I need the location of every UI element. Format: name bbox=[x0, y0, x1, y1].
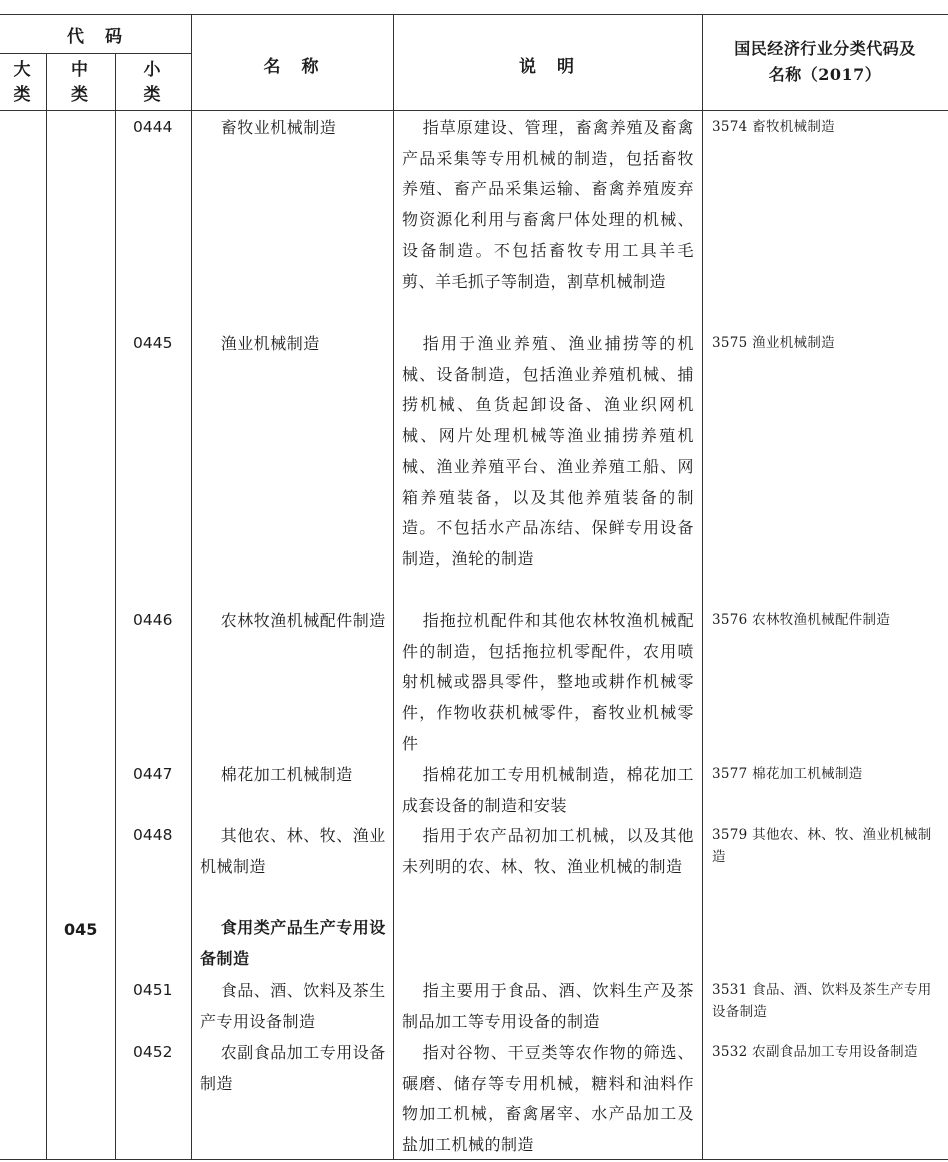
row-code-0451: 0451 bbox=[133, 981, 173, 999]
header-major-char-1: 大 bbox=[13, 60, 33, 80]
code-group-divider bbox=[0, 53, 191, 54]
col-divider-minor bbox=[191, 14, 192, 1160]
header-middle-char-1: 中 bbox=[71, 60, 90, 80]
header-middle-char-2: 类 bbox=[71, 85, 90, 105]
col-divider-major bbox=[46, 53, 47, 1160]
row-code-0452: 0452 bbox=[133, 1043, 173, 1061]
header-minor-char-2: 类 bbox=[143, 85, 163, 105]
row-name-0448: 其他农、林、牧、渔业机械制造 bbox=[200, 826, 386, 876]
row-code-0445: 0445 bbox=[133, 334, 173, 352]
row-name-0445: 渔业机械制造 bbox=[220, 334, 320, 353]
row-desc-0447: 指棉花加工专用机械制造，棉花加工成套设备的制造和安装 bbox=[402, 765, 694, 815]
table-top-border bbox=[0, 14, 948, 15]
row-code-0444: 0444 bbox=[133, 118, 173, 136]
header-reference bbox=[702, 36, 948, 88]
row-code-0446: 0446 bbox=[133, 611, 173, 629]
header-name: 名 称 bbox=[263, 57, 321, 77]
row-ref-0444: 3574 畜牧机械制造 bbox=[712, 119, 835, 135]
header-reference-line-2: 名称（2017） bbox=[768, 65, 882, 84]
col-divider-desc bbox=[702, 14, 703, 1160]
header-reference-line-1: 国民经济行业分类代码及 bbox=[734, 39, 916, 58]
header-code-group: 代 码 bbox=[67, 27, 124, 47]
row-desc-0448: 指用于农产品初加工机械，以及其他未列明的农、林、牧、渔业机械的制造 bbox=[402, 826, 694, 876]
row-desc-0446: 指拖拉机配件和其他农林牧渔机械配件的制造，包括拖拉机零配件，农用喷射机械或器具零件，整地或耕作机械零件，作物收获机械零件，畜牧业机械零件 bbox=[402, 611, 694, 753]
header-minor-category bbox=[115, 58, 191, 108]
row-ref-0445: 3575 渔业机械制造 bbox=[712, 335, 835, 351]
row-name-0444: 畜牧业机械制造 bbox=[220, 118, 337, 137]
col-divider-name bbox=[393, 14, 394, 1160]
row-code-0447: 0447 bbox=[133, 765, 173, 783]
group-code-045: 045 bbox=[64, 920, 98, 939]
row-name-0446: 农林牧渔机械配件制造 bbox=[220, 611, 386, 630]
row-name-0452: 农副食品加工专用设备制造 bbox=[200, 1043, 386, 1093]
row-code-0448: 0448 bbox=[133, 826, 173, 844]
header-bottom-border bbox=[0, 110, 948, 111]
row-name-0451: 食品、酒、饮料及茶生产专用设备制造 bbox=[200, 981, 386, 1031]
header-middle-category bbox=[46, 58, 115, 108]
header-description: 说 明 bbox=[519, 57, 576, 77]
row-desc-0445: 指用于渔业养殖、渔业捕捞等的机械、设备制造，包括渔业养殖机械、捕捞机械、鱼货起卸设备、渔业织网机械、网片处理机械等渔业捕捞养殖机械、渔业养殖平台、渔业养殖工船、网箱养殖装备，以及其他养殖装备的制造。不包括水产品冻结、保鲜专用设备制造，渔轮的制造 bbox=[402, 334, 694, 568]
header-major-category bbox=[0, 58, 46, 108]
row-ref-0451: 3531 食品、酒、饮料及茶生产专用设备制造 bbox=[712, 982, 932, 1020]
col-divider-middle bbox=[115, 53, 116, 1160]
row-ref-0446: 3576 农林牧渔机械配件制造 bbox=[712, 612, 891, 628]
group-name-045: 食用类产品生产专用设备制造 bbox=[200, 918, 386, 968]
header-minor-char-1: 小 bbox=[143, 60, 163, 80]
row-desc-0444: 指草原建设、管理，畜禽养殖及畜禽产品采集等专用机械的制造，包括畜牧养殖、畜产品采集运输、畜禽养殖废弃物资源化利用与畜禽尸体处理的机械、设备制造。不包括畜牧专用工具羊毛剪、羊毛抓子等制造，割草机械制造 bbox=[402, 118, 694, 291]
row-ref-0448: 3579 其他农、林、牧、渔业机械制造 bbox=[712, 827, 932, 865]
row-ref-0447: 3577 棉花加工机械制造 bbox=[712, 766, 863, 782]
row-desc-0451: 指主要用于食品、酒、饮料生产及茶制品加工等专用设备的制造 bbox=[402, 981, 694, 1031]
row-name-0447: 棉花加工机械制造 bbox=[220, 765, 353, 784]
header-major-char-2: 类 bbox=[13, 85, 33, 105]
row-desc-0452: 指对谷物、干豆类等农作物的筛选、碾磨、储存等专用机械，糖料和油料作物加工机械，畜禽屠宰、水产品加工及盐加工机械的制造 bbox=[402, 1043, 694, 1155]
row-ref-0452: 3532 农副食品加工专用设备制造 bbox=[712, 1044, 918, 1060]
